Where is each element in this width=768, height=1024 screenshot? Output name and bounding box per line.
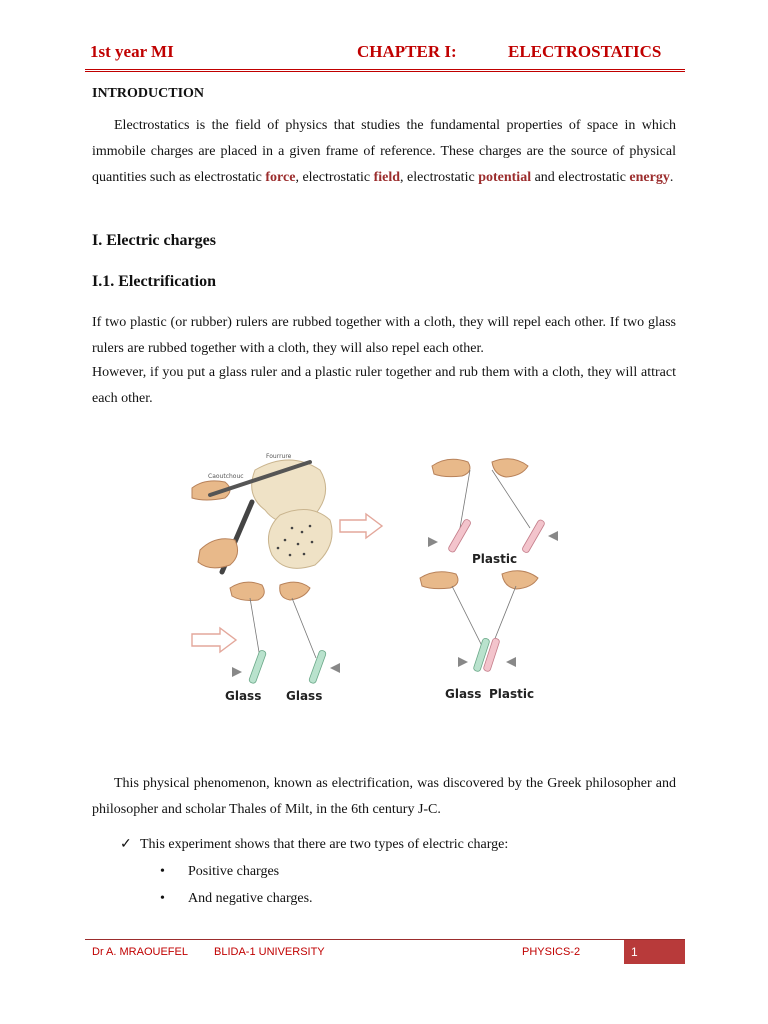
- figure-illustration: [180, 440, 560, 720]
- keyword-field: field: [373, 170, 401, 185]
- electrification-paragraph: If two plastic (or rubber) rulers are rubbed together with a cloth, they will repel each other. If two glass rulers are rubbed together with a cloth, they will also repel each other.: [92, 315, 676, 356]
- footer-university: BLIDA-1 UNIVERSITY: [214, 946, 325, 958]
- header-course: 1st year MI: [90, 42, 174, 61]
- footer-divider: [85, 939, 685, 940]
- glass-label-3: Glass: [445, 687, 482, 701]
- checkmark-icon: ✓: [120, 837, 132, 852]
- hand-rod-vertical: [198, 502, 252, 572]
- electrification-figure: [180, 440, 560, 720]
- list-item: • Positive charges: [160, 864, 280, 879]
- thales-paragraph: This physical phenomenon, known as electrification, was discovered by the Greek philosopher and philosopher and scholar Thales of Milt, in the 6th century J-C.: [92, 776, 676, 817]
- glass-label-1: Glass: [225, 689, 262, 703]
- section-heading: I. Electric charges: [92, 232, 216, 249]
- rubber-label: Caoutchouc: [208, 473, 244, 480]
- bullet-icon: •: [160, 891, 165, 906]
- header-chapter: CHAPTER I:: [357, 42, 457, 61]
- subsection-heading: I.1. Electrification: [92, 273, 216, 290]
- fur-label: Fourrure: [266, 453, 292, 460]
- plastic-label: Plastic: [472, 552, 518, 566]
- checklist-item: ✓ This experiment shows that there are two types of electric charge:: [120, 837, 509, 852]
- page-header: [90, 42, 680, 66]
- list-item: • And negative charges.: [160, 891, 313, 906]
- intro-heading: INTRODUCTION: [92, 86, 205, 101]
- plastic-label-2: Plastic: [489, 687, 535, 701]
- header-divider: [85, 69, 685, 70]
- glass-label-2: Glass: [286, 689, 323, 703]
- footer-course: PHYSICS-2: [522, 946, 581, 958]
- bullet-icon: •: [160, 864, 165, 879]
- header-title: ELECTROSTATICS: [508, 42, 662, 61]
- hands-glass-glass: [230, 582, 340, 684]
- intro-paragraph: Electrostatics is the field of physics that studies the fundamental properties of space in which immobile charges are placed in a given frame of reference. These charges are the source of physical quantities such as electrostatic force, electrostatic field, electrostatic potential and electrostatic energy.: [92, 118, 676, 185]
- header-divider-2: [85, 71, 685, 72]
- attraction-paragraph: However, if you put a glass ruler and a plastic ruler together and rub them with a cloth, they will attract each other.: [92, 365, 676, 406]
- keyword-potential: potential: [478, 170, 532, 185]
- footer-author: Dr A. MRAOUEFEL: [92, 946, 188, 958]
- arrow-right-top: [340, 514, 382, 538]
- hands-plastic-plastic: [428, 459, 558, 554]
- page-number: 1: [631, 945, 638, 959]
- arrow-right-bottom: [192, 628, 236, 652]
- hands-glass-plastic: [420, 571, 538, 672]
- keyword-force: force: [265, 170, 296, 185]
- page-number-box: [624, 940, 685, 964]
- keyword-energy: energy: [629, 170, 670, 185]
